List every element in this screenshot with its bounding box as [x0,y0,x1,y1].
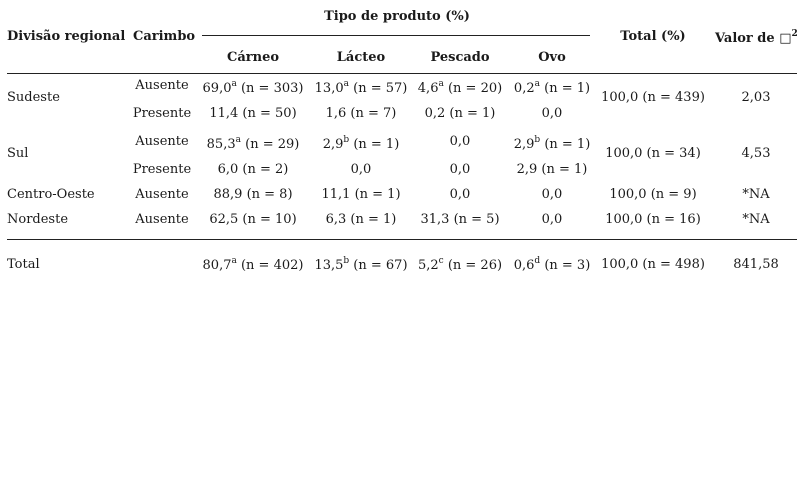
cell-value: 5,2 [417,258,439,273]
cell-n: (n = 2) [238,162,289,177]
cell-n: (n = 26) [443,258,503,273]
cell-value: 4,6 [417,81,439,96]
cell-value: 2,9 [516,162,538,177]
cell-value: 31,3 [420,212,450,227]
header-lacteo: Lácteo [336,50,386,65]
cell-value: 0,0 [449,134,471,149]
row-carimbo: Ausente [135,134,189,149]
cell-value: 6,3 [325,212,347,227]
cell-carneo [218,162,289,178]
cell-carneo [207,137,300,153]
cell-value: 0,6 [513,258,535,273]
cell-lacteo [323,137,400,153]
cell-n: (n = 29) [240,137,300,152]
cell-superscript: a [231,79,237,89]
header-valor-sup: 2 [791,29,798,39]
cell-pescado [425,106,496,122]
cell-n: (n = 3) [540,258,591,273]
cell-n: (n = 67) [349,258,408,273]
cell-n: (n = 1) [537,162,588,177]
cell-n: (n = 1) [346,212,397,227]
cell-superscript: a [235,135,241,145]
cell-value: 2,9 [322,137,344,152]
cell-value: 13,0 [314,81,344,96]
cell-total: 100,0 (n = 16) [605,212,701,227]
cell-value: 0,0 [541,106,563,121]
header-valor-symbol: □ [779,31,792,46]
header-divisao-regional: Divisão regional [7,29,126,44]
cell-carneo [209,212,296,228]
cell-superscript: d [534,256,541,266]
cell-superscript: b [534,135,541,145]
cell-superscript: a [438,79,444,89]
cell-pescado [450,187,471,203]
cell-ovo [517,162,588,178]
cell-carneo [203,81,304,97]
cell-total: 100,0 (n = 498) [601,257,705,272]
cell-n: (n = 50) [238,106,297,121]
cell-lacteo [351,162,372,178]
cell-superscript: a [534,79,540,89]
cell-value: 13,5 [314,258,344,273]
cell-valor: 4,53 [741,146,771,161]
header-pescado: Pescado [430,50,490,65]
cell-superscript: a [343,79,349,89]
cell-superscript: a [231,256,237,266]
cell-carneo [213,187,292,203]
cell-ovo [542,187,563,203]
cell-superscript: b [343,135,350,145]
cell-superscript: c [438,256,444,266]
cell-pescado [450,134,471,150]
cell-n: (n = 1) [540,137,591,152]
cell-n: (n = 20) [443,81,503,96]
cell-pescado [450,162,471,178]
cell-value: 2,9 [513,137,535,152]
header-carneo: Cárneo [226,50,280,65]
header-valor [715,31,798,47]
cell-valor: *NA [742,212,770,227]
cell-lacteo [326,106,397,122]
cell-n: (n = 1) [349,137,400,152]
cell-lacteo [314,258,407,274]
header-carimbo: Carimbo [133,29,196,44]
cell-n: (n = 1) [350,187,401,202]
cell-ovo [514,137,591,153]
cell-value: 1,6 [325,106,347,121]
cell-n: (n = 5) [449,212,500,227]
cell-total: 100,0 (n = 34) [605,146,701,161]
cell-valor: 2,03 [741,90,771,105]
row-carimbo: Ausente [135,187,189,202]
header-valor-label: Valor de [715,31,780,46]
cell-pescado [418,258,502,274]
cell-value: 11,4 [209,106,239,121]
cell-value: 0,2 [513,81,535,96]
cell-n: (n = 7) [346,106,397,121]
cell-valor: *NA [742,187,770,202]
cell-carneo [209,106,296,122]
header-group-rule [202,35,590,36]
cell-ovo [514,81,590,97]
header-tipo-de-produto: Tipo de produto (%) [324,9,470,24]
header-ovo: Ovo [538,50,566,65]
cell-n: (n = 402) [236,258,304,273]
cell-lacteo [321,187,400,203]
row-region-nordeste: Nordeste [7,212,69,227]
cell-carneo [203,258,304,274]
cell-n: (n = 303) [236,81,304,96]
cell-ovo [514,258,591,274]
cell-total: 100,0 (n = 439) [601,90,705,105]
total-rule [7,239,797,240]
cell-ovo [542,106,563,122]
cell-lacteo [315,81,408,97]
cell-value: 0,0 [541,212,563,227]
cell-pescado [420,212,499,228]
cell-n: (n = 8) [242,187,293,202]
cell-n: (n = 57) [348,81,408,96]
cell-value: 62,5 [209,212,239,227]
cell-n: (n = 1) [445,106,496,121]
row-carimbo: Presente [132,162,192,177]
header-total: Total (%) [620,29,686,44]
row-total-label: Total [7,257,40,272]
cell-lacteo [326,212,397,228]
cell-value: 11,1 [321,187,351,202]
cell-superscript: b [343,256,350,266]
cell-value: 0,0 [449,187,471,202]
cell-value: 85,3 [206,137,236,152]
row-carimbo: Ausente [135,78,189,93]
cell-n: (n = 10) [238,212,297,227]
cell-total: 100,0 (n = 9) [609,187,697,202]
header-rule [7,73,797,74]
cell-value: 69,0 [202,81,232,96]
cell-valor: 841,58 [733,257,779,272]
cell-value: 80,7 [202,258,232,273]
cell-ovo [542,212,563,228]
cell-value: 0,0 [350,162,372,177]
row-region-sul: Sul [7,146,29,161]
row-carimbo: Ausente [135,212,189,227]
cell-n: (n = 1) [539,81,591,96]
row-region-sudeste: Sudeste [7,90,60,105]
cell-value: 6,0 [217,162,239,177]
cell-value: 0,2 [424,106,446,121]
cell-value: 0,0 [541,187,563,202]
row-region-centro-oeste: Centro-Oeste [7,187,95,202]
cell-pescado [418,81,502,97]
cell-value: 0,0 [449,162,471,177]
row-carimbo: Presente [132,106,192,121]
cell-value: 88,9 [213,187,243,202]
